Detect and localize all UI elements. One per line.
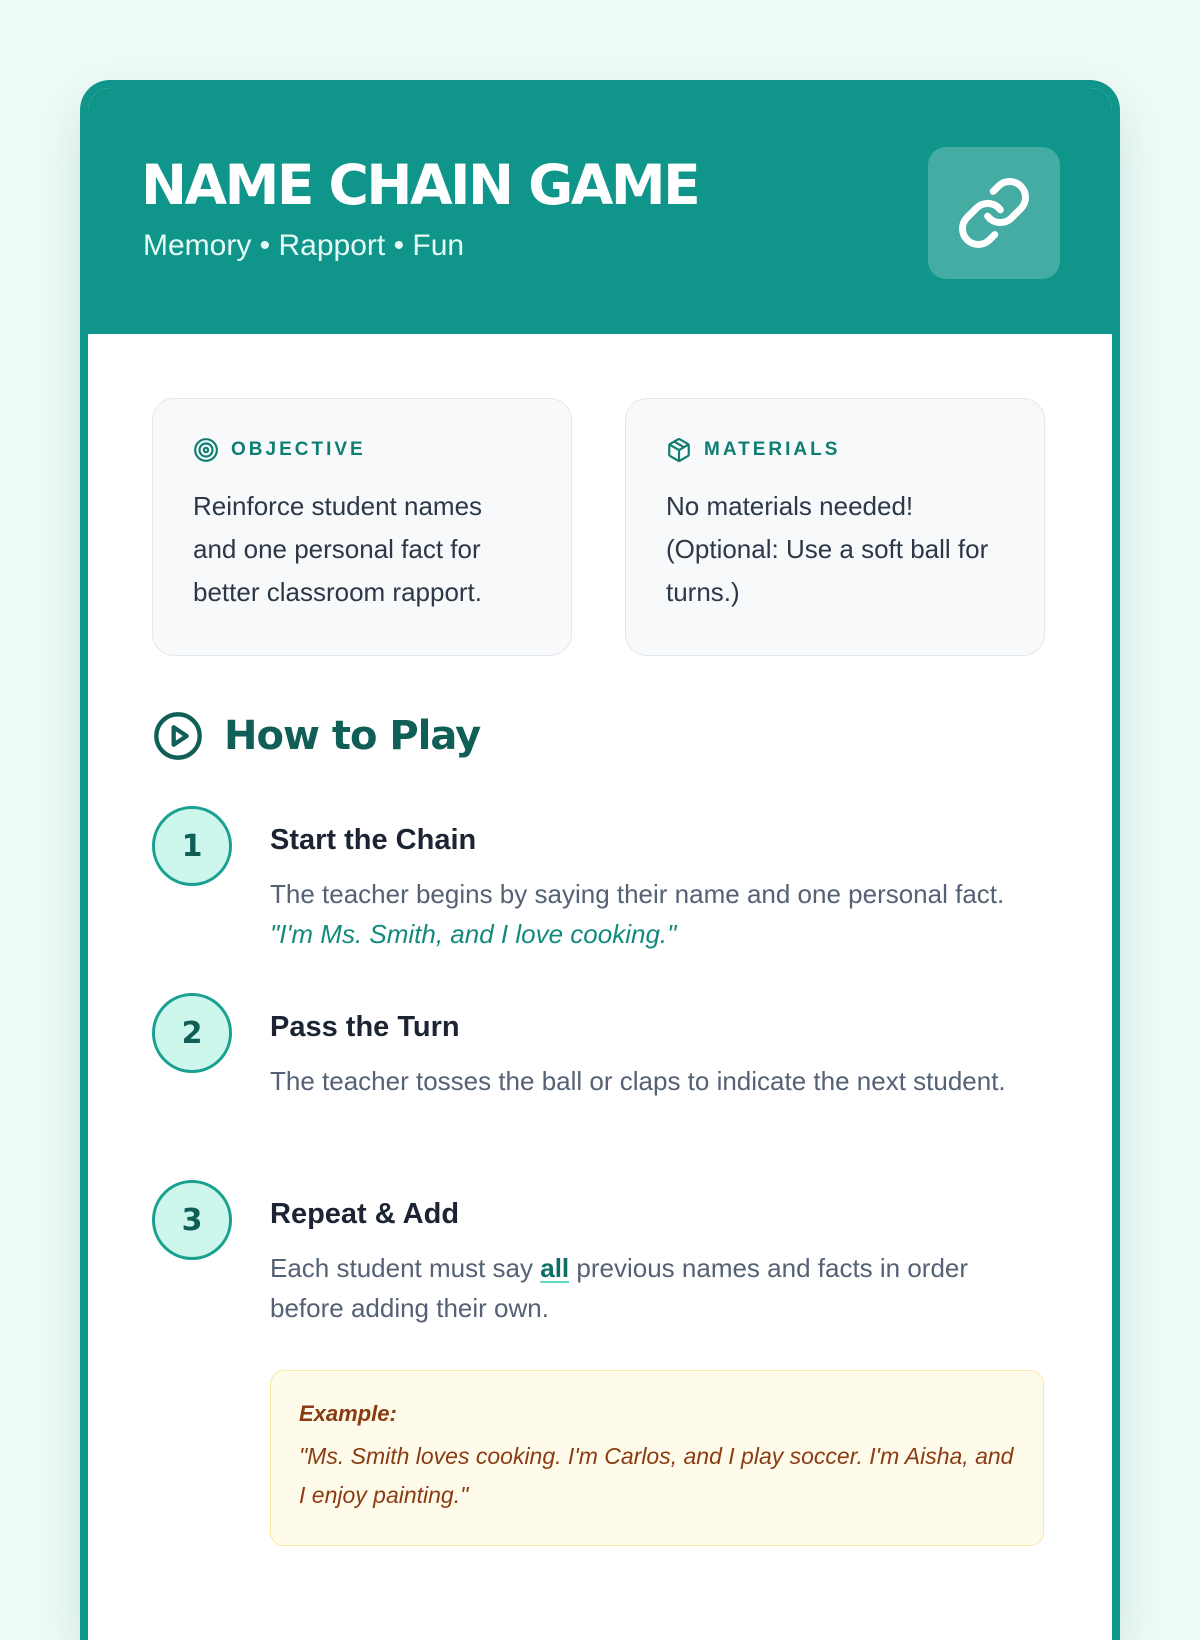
emphasis-all: all (540, 1253, 570, 1283)
page-title: NAME CHAIN GAME (141, 153, 699, 217)
page-subtitle: Memory • Rapport • Fun (143, 229, 465, 262)
step-item (152, 806, 1052, 956)
example-label: Example: (299, 1401, 397, 1426)
materials-label: MATERIALS (704, 439, 841, 460)
play-circle-icon (152, 710, 204, 762)
logo-badge (928, 147, 1060, 279)
step-quote: "I'm Ms. Smith, and I love cooking." (270, 919, 677, 949)
example-text: "Ms. Smith loves cooking. I'm Carlos, and I play soccer. I'm Aisha, and I enjoy painting." (299, 1443, 1014, 1508)
objective-text: Reinforce student names and one personal fact for better classroom rapport. (193, 491, 483, 607)
step-item (152, 993, 1052, 1143)
step-number: 1 (152, 806, 232, 886)
step-description: Each student must say all previous names and facts in order before adding their own. (270, 1253, 969, 1323)
target-icon (193, 437, 219, 463)
step-title: Repeat & Add (270, 1198, 460, 1230)
materials-card (625, 398, 1045, 656)
step-title: Start the Chain (270, 824, 477, 856)
step-description: The teacher begins by saying their name and one personal fact. "I'm Ms. Smith, and I love cooking." (270, 879, 1005, 949)
materials-text: No materials needed! (Optional: Use a soft ball for turns.) (666, 491, 989, 607)
step-title: Pass the Turn (270, 1011, 460, 1043)
box-icon (666, 437, 692, 463)
example-callout (270, 1370, 1044, 1546)
objective-card (152, 398, 572, 656)
step-number: 2 (152, 993, 232, 1073)
link-icon (956, 175, 1032, 251)
how-to-play-heading (152, 710, 480, 762)
card-header (88, 88, 1112, 334)
objective-label: OBJECTIVE (231, 439, 366, 460)
section-title: How to Play (224, 713, 481, 759)
step-item (152, 1180, 1052, 1330)
game-card (80, 80, 1120, 1640)
step-number: 3 (152, 1180, 232, 1260)
step-description: The teacher tosses the ball or claps to indicate the next student. (270, 1066, 1006, 1096)
